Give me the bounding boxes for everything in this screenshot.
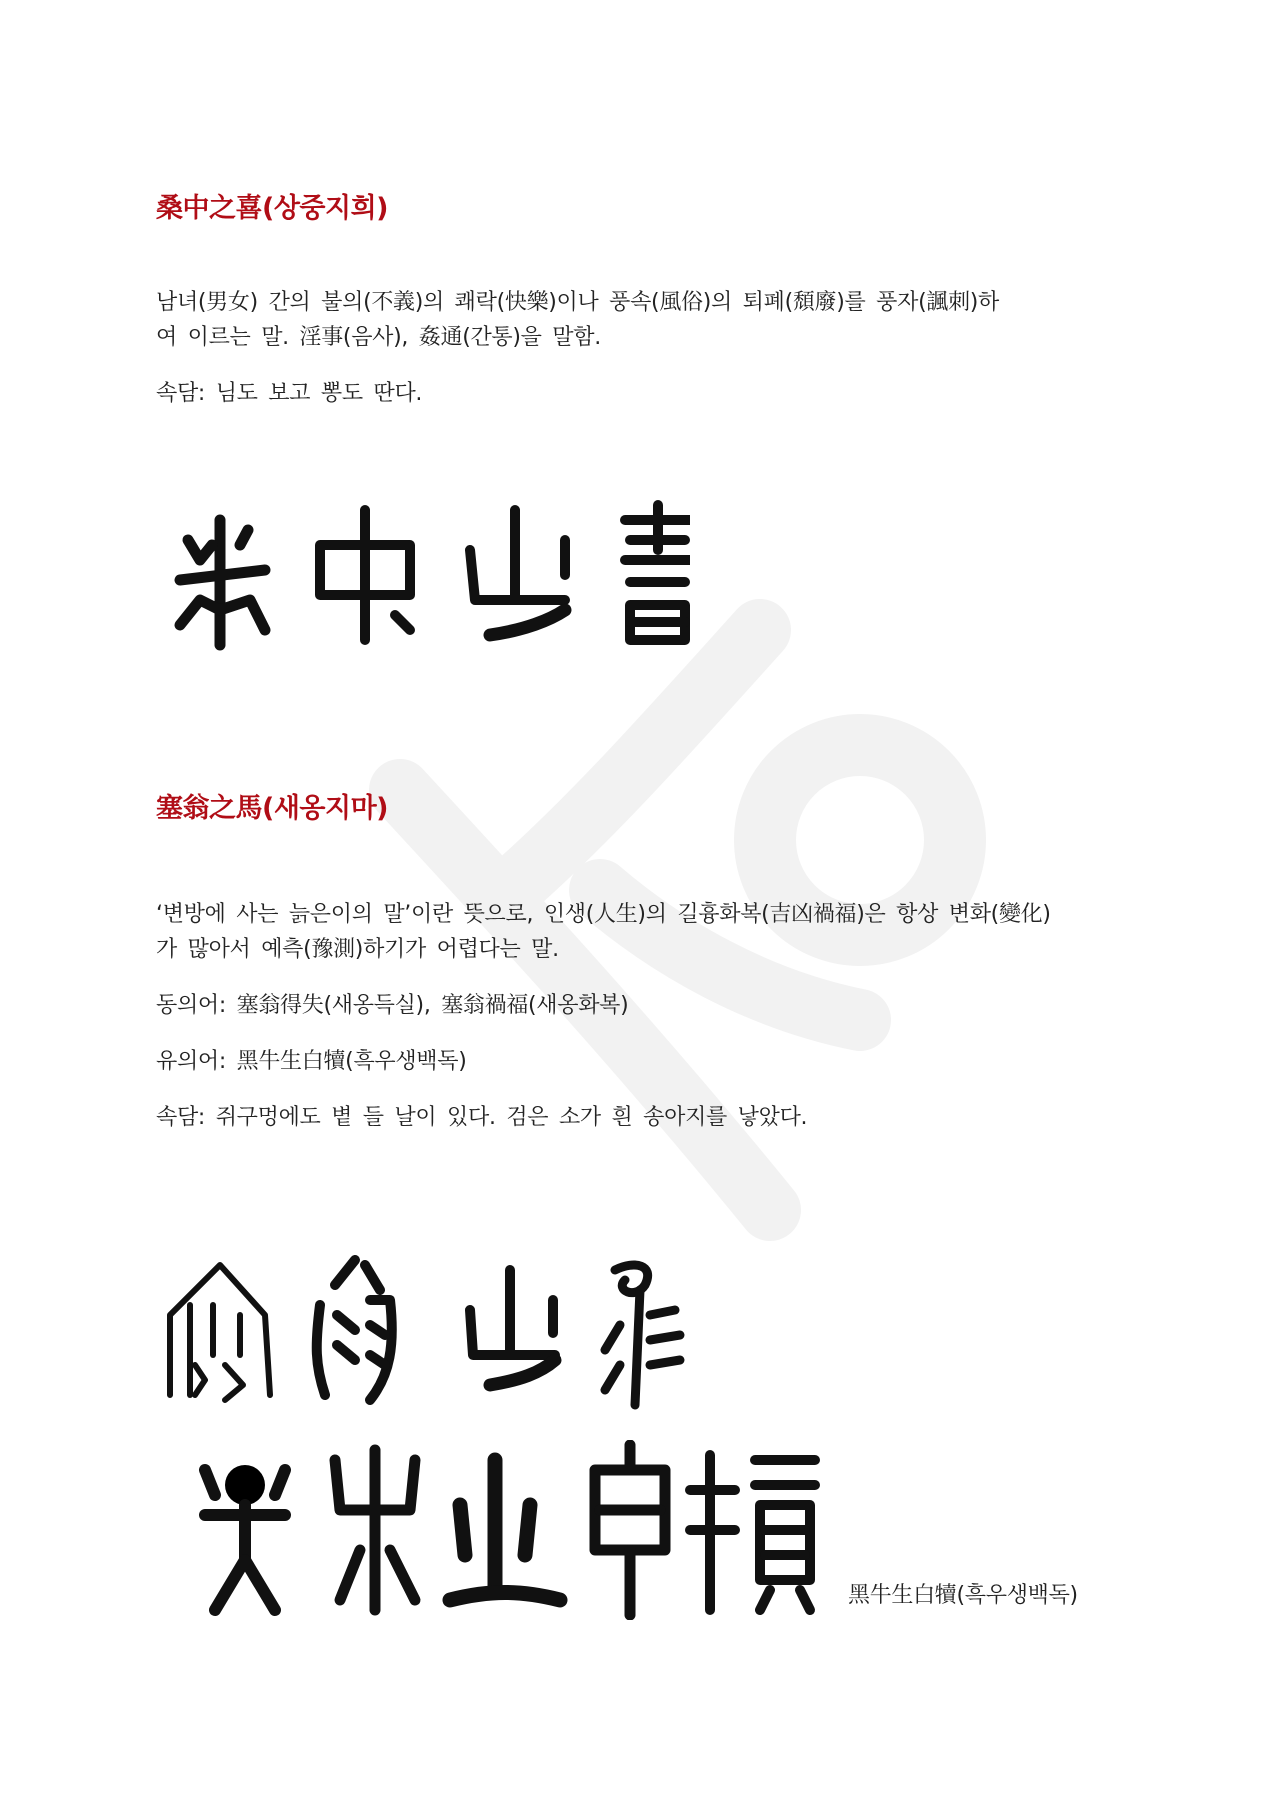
- oracle-glyph-ji-2: [470, 1270, 555, 1385]
- proverb-paragraph: 속담: 님도 보고 뽕도 딴다.: [156, 381, 423, 406]
- oracle-glyphs-row-1: [170, 500, 690, 660]
- synonym-paragraph: 동의어: 塞翁得失(새옹득실), 塞翁禍福(새옹화복): [156, 993, 629, 1018]
- proverb-paragraph: 속담: 쥐구멍에도 볕 들 날이 있다. 검은 소가 흰 송아지를 낳았다.: [156, 1105, 808, 1130]
- glyph-caption: 黑牛生白犢(흑우생백독): [848, 1583, 1078, 1608]
- section-title: 塞翁之馬(새옹지마): [156, 793, 389, 824]
- oracle-glyphs-row-2: [165, 1255, 705, 1415]
- similar-word-paragraph: 유의어: 黑牛生白犢(흑우생백독): [156, 1049, 467, 1074]
- oracle-glyph-dok: [690, 1455, 815, 1610]
- definition-paragraph: ‘변방에 사는 늙은이의 말’이란 뜻으로, 인생(人生)의 길흉화복(吉凶禍福)은 항상 변화(變化)가 많아서 예측(豫測)하기가 어렵다는 말.: [156, 902, 1051, 962]
- oracle-glyph-ong: [317, 1260, 392, 1400]
- section-sae-ong-ji-ma: [156, 786, 1116, 1135]
- oracle-glyph-sae: [170, 1265, 270, 1400]
- oracle-glyph-jung: [320, 510, 410, 640]
- section-title: 桑中之喜(상중지희): [156, 193, 389, 224]
- oracle-glyph-saeng: [450, 1460, 560, 1600]
- oracle-glyphs-row-3: [190, 1440, 840, 1620]
- oracle-glyph-sang: [180, 520, 265, 645]
- section-sang-jung-ji-hui: [156, 186, 1116, 411]
- oracle-glyph-ji: [470, 510, 565, 635]
- definition-paragraph: 남녀(男女) 간의 불의(不義)의 쾌락(快樂)이나 풍속(風俗)의 퇴폐(頹廢)를 풍자(諷刺)하여 이르는 말. 淫事(음사), 姦通(간통)을 말함.: [156, 290, 999, 350]
- oracle-glyph-baek: [595, 1445, 665, 1615]
- oracle-glyph-u: [335, 1450, 415, 1610]
- oracle-glyph-hui: [625, 505, 690, 640]
- oracle-glyph-heuk: [205, 1465, 285, 1610]
- oracle-glyph-ma: [605, 1265, 680, 1405]
